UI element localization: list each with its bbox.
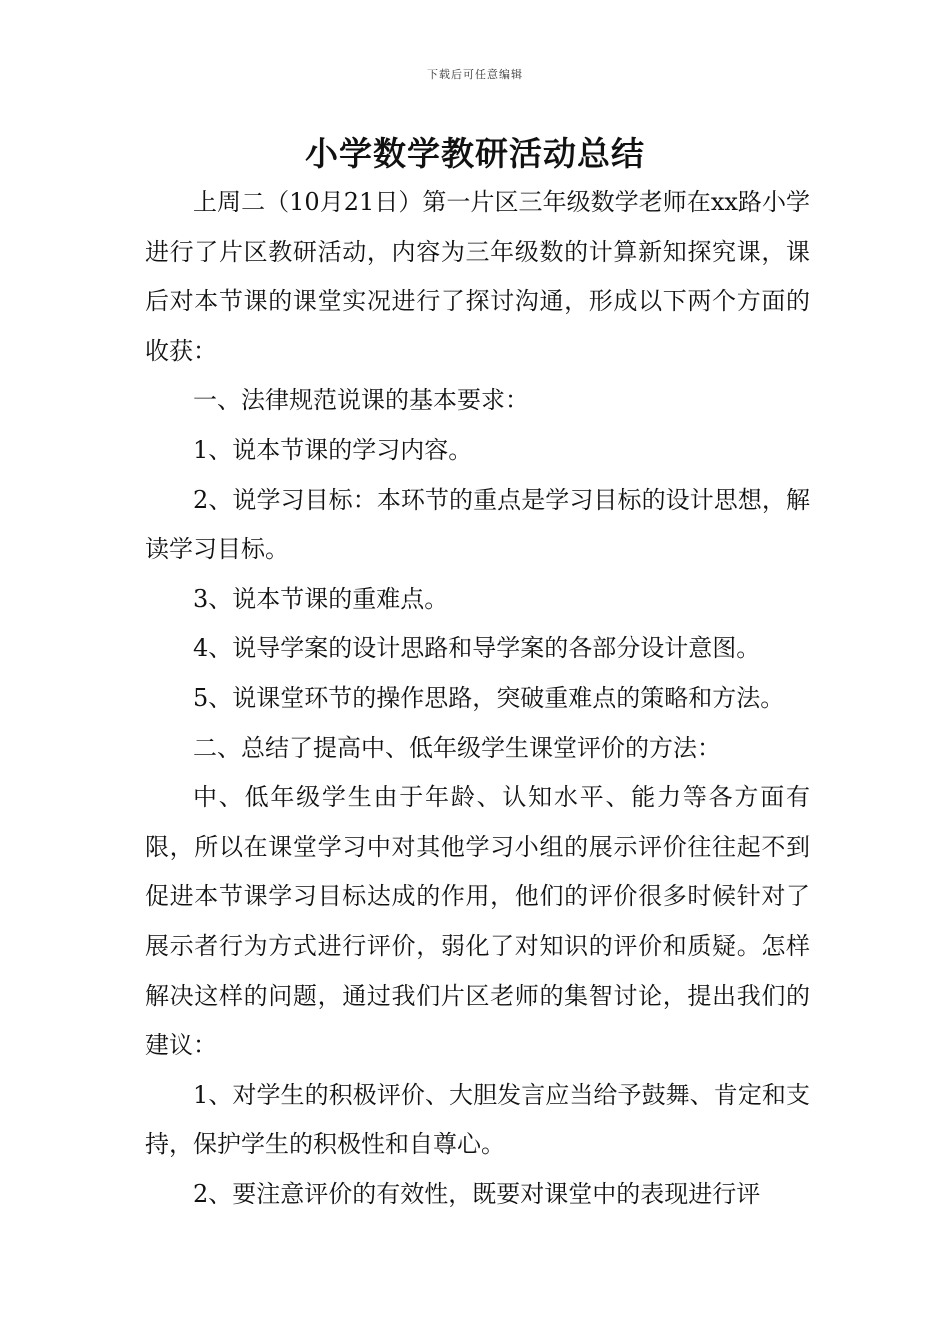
paragraph-section-one-heading: 一、法律规范说课的基本要求： <box>193 386 529 415</box>
document-title: 小学数学教研活动总结 <box>305 134 645 173</box>
paragraph-item-5: 5、说课堂环节的操作思路，突破重难点的策略和方法。 <box>193 683 785 712</box>
header-note: 下载后可任意编辑 <box>427 68 523 81</box>
paragraph-item-1: 1、说本节课的学习内容。 <box>193 435 473 464</box>
paragraph-section-two-body: 中、低年级学生由于年龄、认知水平、能力等各方面有限，所以在课堂学习中对其他学习小组的展示评价往往起不到促进本节课学习目标达成的作用，他们的评价很多时候针对了展示者行为方式进行评价，弱化了对知识的评价和质疑。怎样解决这样的问题，通过我们片区老师的集智讨论，提出我们的建议： <box>145 783 810 1060</box>
paragraph-suggestion-1: 1、对学生的积极评价、大胆发言应当给予鼓舞、肯定和支持，保护学生的积极性和自尊心。 <box>145 1080 810 1159</box>
paragraph-item-4: 4、说导学案的设计思路和导学案的各部分设计意图。 <box>193 634 761 663</box>
paragraph-item-3: 3、说本节课的重难点。 <box>193 584 449 613</box>
paragraph-section-two-heading: 二、总结了提高中、低年级学生课堂评价的方法： <box>193 733 721 762</box>
paragraph-suggestion-2: 2、要注意评价的有效性，既要对课堂中的表现进行评 <box>193 1179 761 1208</box>
document-body <box>145 178 810 1219</box>
paragraph-item-2: 2、说学习目标：本环节的重点是学习目标的设计思想，解读学习目标。 <box>145 485 810 564</box>
paragraph-intro: 上周二（10月21日）第一片区三年级数学老师在xx路小学进行了片区教研活动，内容为三年级数的计算新知探究课，课后对本节课的课堂实况进行了探讨沟通，形成以下两个方面的收获： <box>145 188 810 365</box>
